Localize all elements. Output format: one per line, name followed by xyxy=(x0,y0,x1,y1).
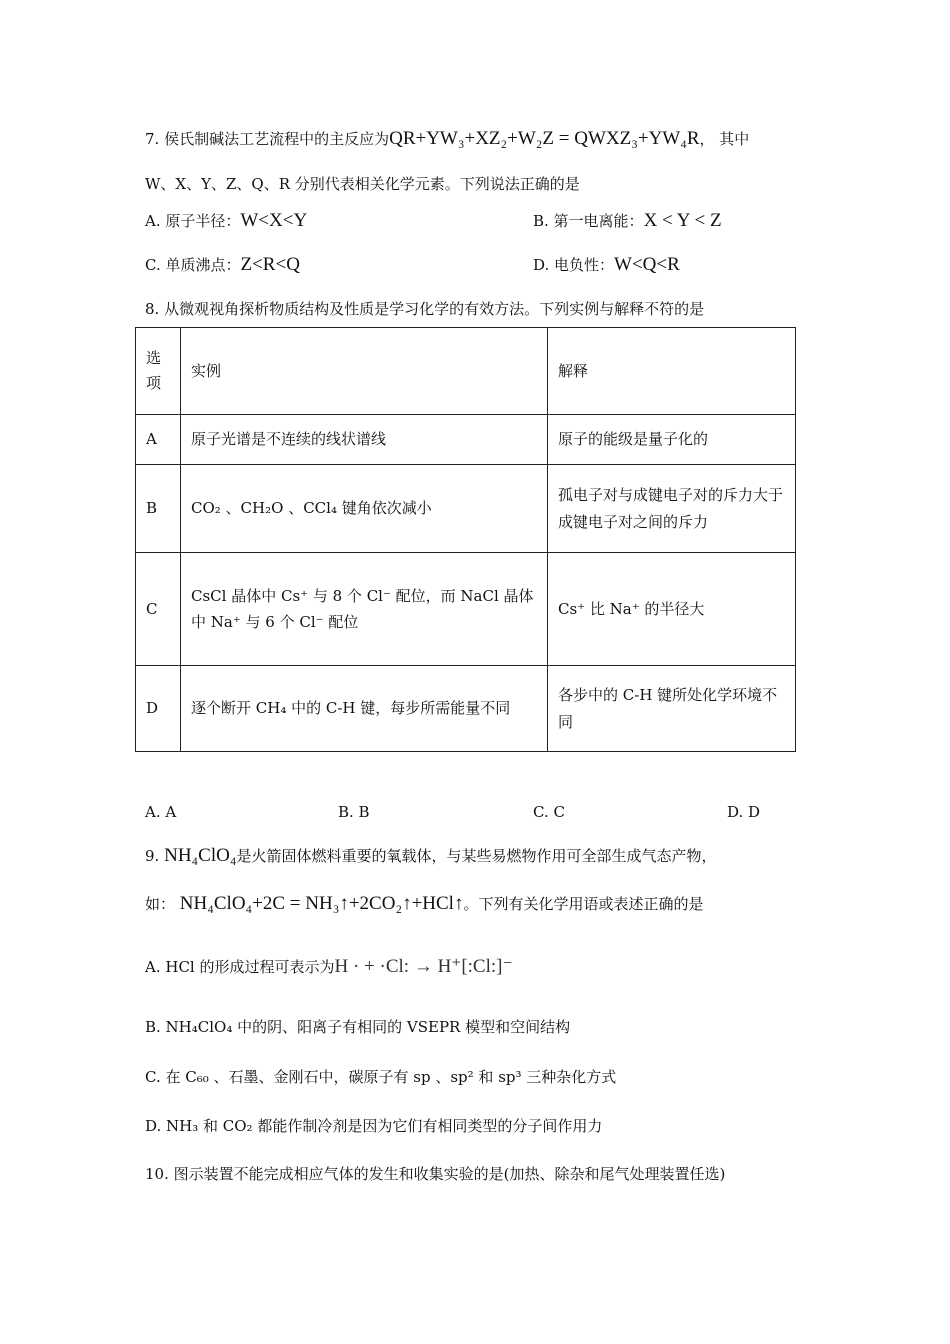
row-b-option: B xyxy=(136,465,181,553)
q9-option-b: B. NH₄ClO₄ 中的阴、阳离子有相同的 VSEPR 模型和空间结构 xyxy=(145,1018,571,1036)
electron-dot-formula: H · + ·Cl: → H⁺[:Cl:]⁻ xyxy=(334,956,513,977)
q7-option-c-expr: Z<R<Q xyxy=(240,254,300,275)
q8-table xyxy=(135,327,796,752)
table-row xyxy=(136,553,796,666)
q9-option-a-text: A. HCl 的形成过程可表示为 xyxy=(145,958,335,976)
q7-option-c xyxy=(145,254,300,277)
q7-option-a-label: A. 原子半径： xyxy=(145,212,241,230)
q8-answer-c: C. C xyxy=(533,803,565,821)
q7-option-d xyxy=(533,254,680,277)
table-row xyxy=(136,465,796,553)
row-c-explanation: Cs⁺ 比 Na⁺ 的半径大 xyxy=(548,553,796,666)
row-b-explanation: 孤电子对与成键电子对的斥力大于成键电子对之间的斥力 xyxy=(548,465,796,553)
q7-equation: QR+YW₃+XZ₂+W₂Z = QWXZ₃+YW₄R xyxy=(389,128,700,149)
q8-answer-b: B. B xyxy=(338,803,370,821)
q9-option-c: C. 在 C₆₀ 、石墨、金刚石中，碳原子有 sp 、sp² 和 sp³ 三种杂化方式 xyxy=(145,1068,617,1086)
q9-option-d: D. NH₃ 和 CO₂ 都能作制冷剂是因为它们有相同类型的分子间作用力 xyxy=(145,1117,603,1135)
header-explanation: 解释 xyxy=(548,328,796,415)
q7-option-d-expr: W<Q<R xyxy=(614,254,680,275)
row-d-explanation: 各步中的 C-H 键所处化学环境不同 xyxy=(548,666,796,752)
q9-number: 9. xyxy=(145,847,160,865)
q7-option-b-label: B. 第一电离能： xyxy=(533,212,644,230)
row-d-example: 逐个断开 CH₄ 中的 C-H 键，每步所需能量不同 xyxy=(181,666,548,752)
q7-option-d-label: D. 电负性： xyxy=(533,256,615,274)
q9-stem-text2: 。下列有关化学用语或表述正确的是 xyxy=(463,895,704,913)
q7-option-b xyxy=(533,210,722,233)
q9-prefix: 如： xyxy=(145,895,176,913)
q9-equation: NH₄ClO₄+2C = NH₃↑+2CO₂↑+HCl↑ xyxy=(179,893,464,914)
q9-formula: NH₄ClO₄ xyxy=(164,845,237,866)
row-c-example: CsCl 晶体中 Cs⁺ 与 8 个 Cl⁻ 配位，而 NaCl 晶体中 Na⁺ 与 6 个 Cl⁻ 配位 xyxy=(181,553,548,666)
q7-option-b-expr: X < Y < Z xyxy=(643,210,722,231)
q7-stem-suffix: ， 其中 xyxy=(699,130,750,148)
row-a-option: A xyxy=(136,415,181,465)
q7-stem-line1 xyxy=(145,128,749,151)
table-header-row xyxy=(136,328,796,415)
table-row xyxy=(136,415,796,465)
row-c-option: C xyxy=(136,553,181,666)
header-option: 选项 xyxy=(136,328,181,415)
q9-stem-line2 xyxy=(145,893,703,916)
q10-stem: 10. 图示装置不能完成相应气体的发生和收集实验的是(加热、除杂和尾气处理装置任选) xyxy=(145,1165,726,1183)
q8-answer-d: D. D xyxy=(727,803,761,821)
row-a-explanation: 原子的能级是量子化的 xyxy=(548,415,796,465)
q9-stem-line1 xyxy=(145,845,716,868)
q9-option-a xyxy=(145,956,513,979)
row-b-example: CO₂ 、CH₂O 、CCl₄ 键角依次减小 xyxy=(181,465,548,553)
q7-option-a-expr: W<X<Y xyxy=(240,210,308,231)
q7-stem-prefix: 7. 侯氏制碱法工艺流程中的主反应为 xyxy=(145,130,390,148)
q8-stem: 8. 从微观视角探析物质结构及性质是学习化学的有效方法。下列实例与解释不符的是 xyxy=(145,300,705,318)
header-example: 实例 xyxy=(181,328,548,415)
row-a-example: 原子光谱是不连续的线状谱线 xyxy=(181,415,548,465)
q8-answer-a: A. A xyxy=(145,803,177,821)
row-d-option: D xyxy=(136,666,181,752)
q7-option-c-label: C. 单质沸点： xyxy=(145,256,241,274)
table-row xyxy=(136,666,796,752)
q9-stem-text: 是火箭固体燃料重要的氧载体，与某些易燃物作用可全部生成气态产物， xyxy=(236,847,717,865)
q7-stem-line2: W、X、Y、Z、Q、R 分别代表相关化学元素。下列说法正确的是 xyxy=(145,175,580,193)
q7-option-a xyxy=(145,210,307,233)
